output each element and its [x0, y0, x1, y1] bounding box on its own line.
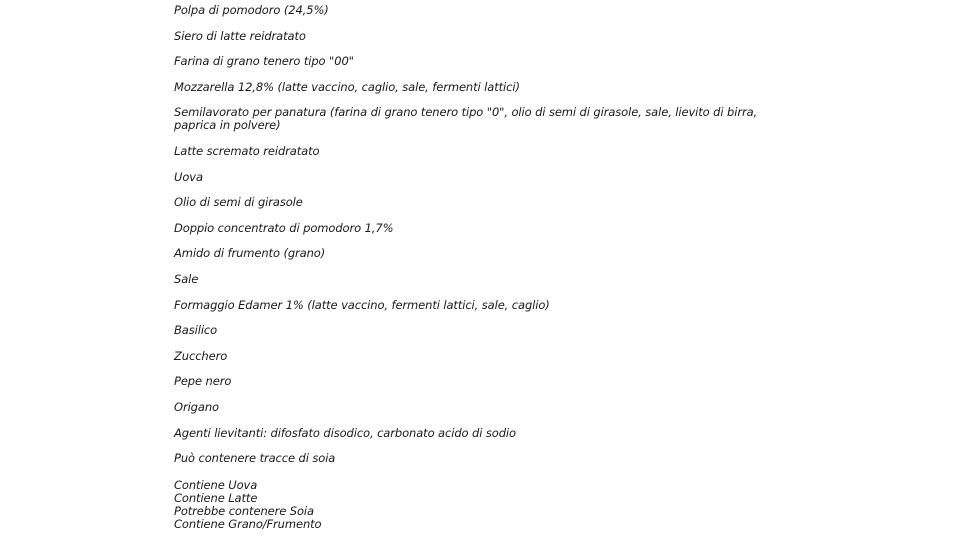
- ingredient-item: Sale: [174, 271, 199, 286]
- ingredient-item: Olio di semi di girasole: [174, 195, 303, 210]
- allergen-item: Contiene Uova: [174, 478, 258, 492]
- ingredient-item: Polpa di pomodoro (24,5%): [174, 3, 329, 17]
- ingredient-item: Farina di grano tenero tipo "00": [174, 54, 354, 69]
- ingredient-item: Siero di latte reidratato: [174, 28, 306, 43]
- allergen-item: Contiene Latte: [174, 491, 258, 505]
- ingredient-item: Agenti lievitanti: difosfato disodico, carbonato acido di sodio: [174, 425, 516, 440]
- ingredient-item: Mozzarella 12,8% (latte vaccino, caglio, sale, fermenti lattici): [174, 79, 520, 94]
- allergen-item: Contiene Grano/Frumento: [174, 517, 322, 531]
- allergen-list: [174, 479, 321, 531]
- ingredient-item: Origano: [174, 399, 219, 414]
- ingredient-item: Basilico: [174, 323, 218, 338]
- ingredient-item: Può contenere tracce di soia: [174, 451, 336, 466]
- ingredient-list: [174, 4, 794, 478]
- ingredient-item: Semilavorato per panatura (farina di grano tenero tipo "0", olio di semi di girasole, sale, lievito di birra, paprica in polvere): [174, 105, 758, 133]
- ingredient-item: Uova: [174, 169, 203, 184]
- ingredient-item: Pepe nero: [174, 374, 232, 389]
- ingredient-item: Amido di frumento (grano): [174, 246, 326, 261]
- ingredient-item: Zucchero: [174, 348, 228, 363]
- ingredient-item: Formaggio Edamer 1% (latte vaccino, fermenti lattici, sale, caglio): [174, 297, 550, 312]
- allergen-item: Potrebbe contenere Soia: [174, 504, 314, 518]
- ingredient-item: Doppio concentrato di pomodoro 1,7%: [174, 220, 394, 235]
- ingredient-item: Latte scremato reidratato: [174, 143, 320, 158]
